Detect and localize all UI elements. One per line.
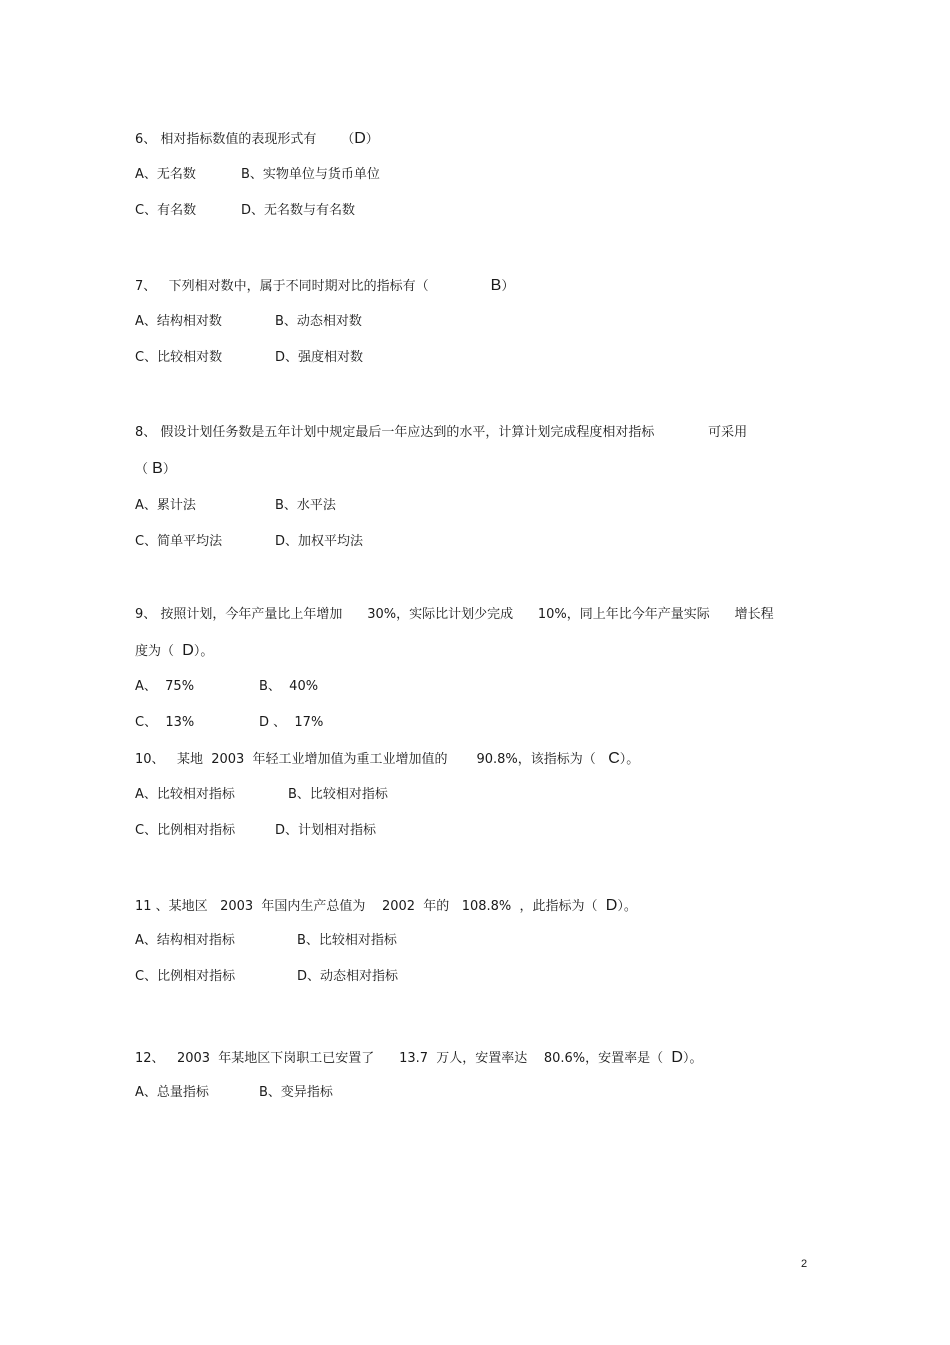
option-a: A、结构相对数 <box>135 314 222 329</box>
option-a: A、结构相对指标 <box>135 933 235 948</box>
answer-letter: D <box>605 897 618 914</box>
question-10-options-row-1 <box>135 787 388 803</box>
option-d: D、动态相对指标 <box>297 969 399 984</box>
option-d: D、无名数与有名数 <box>241 203 356 218</box>
answer-letter: B <box>490 277 502 294</box>
question-9-options-row-1 <box>135 679 319 695</box>
stem-text: 9、 按照计划，今年产量比上年增加 30%，实际比计划少完成 10%，同上年比今年产量实际 增长程 <box>135 607 774 622</box>
stem-close: ）。 <box>619 752 640 767</box>
option-a: A、无名数 <box>135 167 196 182</box>
stem-text: 10、 某地 2003 年轻工业增加值为重工业增加值的 90.8%，该指标为（ <box>135 752 609 767</box>
stem-close: ） <box>162 462 176 477</box>
question-6-options-row-2 <box>135 203 356 219</box>
stem-close: ） <box>365 132 379 147</box>
question-6-stem <box>135 131 379 148</box>
option-c: C、简单平均法 <box>135 534 223 549</box>
stem-text: 7、 下列相对数中，属于不同时期对比的指标有（ <box>135 279 491 294</box>
question-8-options-row-2 <box>135 534 364 550</box>
stem-open: （ <box>135 462 153 477</box>
question-8-stem <box>135 425 747 441</box>
stem-close: ）。 <box>682 1051 703 1066</box>
answer-letter: B <box>152 460 163 477</box>
question-7-options-row-1 <box>135 314 362 330</box>
option-b: B、水平法 <box>275 498 336 513</box>
question-9-options-row-2 <box>135 715 324 731</box>
option-d: D、加权平均法 <box>275 534 364 549</box>
option-c: C、比较相对数 <box>135 350 223 365</box>
stem-close: ） <box>501 279 515 294</box>
question-10-options-row-2 <box>135 823 377 839</box>
option-a: A、总量指标 <box>135 1085 209 1100</box>
question-11-options-row-2 <box>135 969 399 985</box>
question-12-options-row-1 <box>135 1085 333 1101</box>
option-a: A、累计法 <box>135 498 196 513</box>
option-b: B、变异指标 <box>259 1085 333 1100</box>
question-11-stem <box>135 898 637 915</box>
stem-open: 度为（ <box>135 644 183 659</box>
question-7-stem <box>135 278 514 295</box>
answer-letter: D <box>354 130 366 147</box>
option-a: A、比较相对指标 <box>135 787 235 802</box>
question-10-stem <box>135 751 639 768</box>
option-b: B、动态相对数 <box>275 314 362 329</box>
question-9-stem <box>135 607 774 623</box>
question-11-options-row-1 <box>135 933 397 949</box>
page-number: 2 <box>801 1258 808 1270</box>
question-7-options-row-2 <box>135 350 364 366</box>
option-c: C、有名数 <box>135 203 197 218</box>
answer-letter: C <box>608 750 620 767</box>
answer-letter: D <box>671 1049 683 1066</box>
option-c: C、比例相对指标 <box>135 969 236 984</box>
stem-text: 12、 2003 年某地区下岗职工已安置了 13.7 万人，安置率达 80.6%，安置率是（ <box>135 1051 672 1066</box>
question-8-stem-cont <box>135 461 176 478</box>
question-8-options-row-1 <box>135 498 336 514</box>
option-b: B、比较相对指标 <box>288 787 388 802</box>
stem-close: ）。 <box>617 899 637 914</box>
option-b: B、 40% <box>259 679 319 694</box>
answer-letter: D <box>182 642 194 659</box>
option-a: A、 75% <box>135 679 195 694</box>
stem-text: 8、 假设计划任务数是五年计划中规定最后一年应达到的水平，计算计划完成程度相对指标 可采用 <box>135 425 748 440</box>
option-c: C、比例相对指标 <box>135 823 236 838</box>
option-b: B、实物单位与货币单位 <box>241 167 380 182</box>
option-b: B、比较相对指标 <box>297 933 397 948</box>
option-c: C、 13% <box>135 715 195 730</box>
question-9-stem-cont <box>135 643 213 660</box>
option-d: D、计划相对指标 <box>275 823 377 838</box>
option-d: D 、 17% <box>259 715 324 730</box>
stem-text: 11 、某地区 2003 年国内生产总值为 2002 年的 108.8% ，此指标为（ <box>135 899 606 914</box>
stem-close: ）。 <box>193 644 214 659</box>
question-6-options-row-1 <box>135 167 380 183</box>
stem-text: 6、 相对指标数值的表现形式有 （ <box>135 132 355 147</box>
question-12-stem <box>135 1050 702 1067</box>
option-d: D、强度相对数 <box>275 350 364 365</box>
